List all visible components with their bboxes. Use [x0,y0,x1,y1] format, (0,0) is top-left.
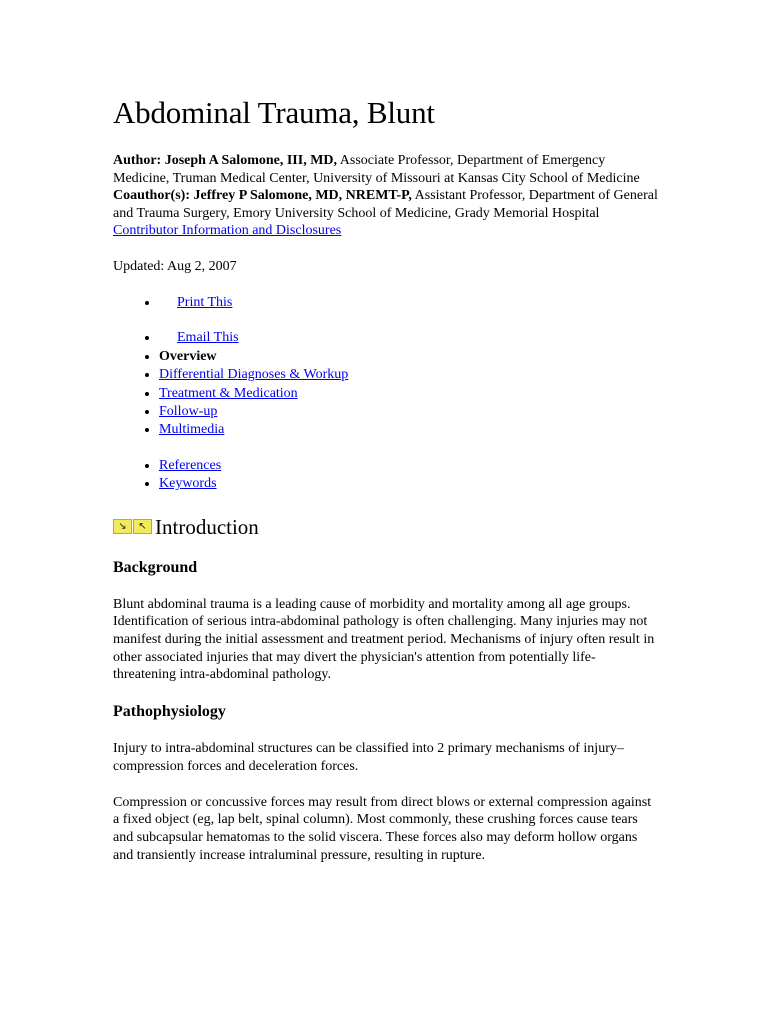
keywords-link[interactable]: Keywords [159,476,217,492]
section-nav-item [159,385,658,403]
author-credits [113,152,658,240]
article-title: Abdominal Trauma, Blunt [113,95,435,130]
coauthor-affiliation: Assistant Professor, Department of General and Trauma Surgery, Emory University School of Medicine, Grady Memorial Hospital [113,188,658,221]
collapse-section-icon[interactable]: ↘ [113,519,132,534]
background-heading: Background [113,558,198,576]
section-nav-item [159,366,658,384]
author-label: Author: Joseph A Salomone, III, MD, [113,153,338,168]
section-link-differential[interactable]: Differential Diagnoses & Workup [159,367,349,383]
extra-link-item [159,457,658,475]
section-nav-item [159,421,658,439]
introduction-header [113,514,658,540]
tool-item [159,294,658,312]
pathophysiology-heading: Pathophysiology [113,703,226,721]
background-text: Blunt abdominal trauma is a leading cause of morbidity and mortality among all age groups. Identification of serious intra-abdominal pathology is often challenging. Many injuries may not manifest during the initial assessment and treatment period. Mechanisms of injury often result in other associated injuries that may divert the physician's attention from potentially life-threatening intra-abdominal pathology. [113,596,655,683]
section-nav [113,348,658,440]
section-link-treatment[interactable]: Treatment & Medication [159,385,298,401]
introduction-title: Introduction [155,514,259,539]
section-link-follow-up[interactable]: Follow-up [159,404,218,419]
extra-links [113,457,658,494]
extra-link-item [159,475,658,493]
coauthor-label: Coauthor(s): Jeffrey P Salomone, MD, NREMT-P, [113,188,412,204]
print-this-link[interactable]: Print This [177,294,233,310]
tools-list [113,294,658,348]
email-this-link[interactable]: Email This [177,330,239,346]
section-toggle-icons [113,519,153,534]
section-nav-overview: Overview [159,348,217,364]
tool-item [159,329,658,347]
pathophysiology-paragraph-1: Injury to intra-abdominal structures can be classified into 2 primary mechanisms of injury–compression forces and deceleration forces. [113,741,624,774]
section-nav-current [159,348,658,366]
contributor-info-link[interactable]: Contributor Information and Disclosures [113,223,342,239]
pathophysiology-paragraph-2: Compression or concussive forces may result from direct blows or external compression against a fixed object (eg, lap belt, spinal column). Most commonly, these crushing forces cause tears and subcapsular hematomas to the solid viscera. These forces also may deform hollow organs and transiently increase intraluminal pressure, resulting in rupture. [113,794,652,863]
expand-section-icon[interactable]: ↖ [133,519,152,534]
references-link[interactable]: References [159,457,222,473]
author-affiliation: Associate Professor, Department of Emergency Medicine, Truman Medical Center, University of Missouri at Kansas City School of Medicine [113,153,640,186]
section-link-multimedia[interactable]: Multimedia [159,422,225,438]
article [113,95,658,864]
updated-date: Updated: Aug 2, 2007 [113,258,237,274]
section-nav-item [159,403,658,421]
